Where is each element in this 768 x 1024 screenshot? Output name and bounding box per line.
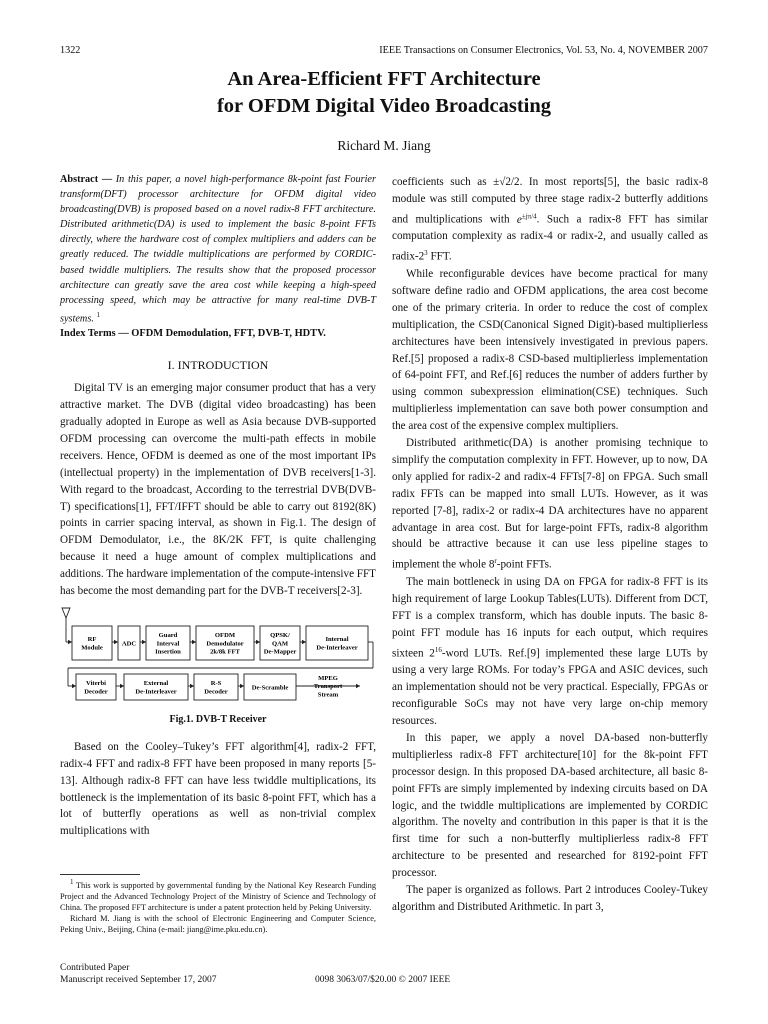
text-span: coefficients such as (392, 176, 494, 188)
index-terms: Index Terms — OFDM Demodulation, FFT, DVB-T, HDTV. (60, 328, 326, 340)
right-column (392, 174, 708, 916)
block-label: R-S (210, 680, 222, 688)
text-span: FFT. (427, 251, 452, 264)
block-label: QPSK/ (270, 632, 290, 640)
right-paragraph-3 (392, 574, 708, 730)
output-label-line: Stream (317, 691, 339, 699)
paper-title (0, 66, 768, 120)
title-line-1: An Area-Efficient FFT Architecture (227, 68, 541, 90)
block-label: RF (87, 636, 97, 644)
journal-citation: IEEE Transactions on Consumer Electronics, Vol. 53, No. 4, NOVEMBER 2007 (379, 45, 708, 56)
right-paragraph-1: While reconfigurable devices have become practical for many software define radio and OFDM applications, the area cost become one of the primary criteria. In order to reduce the cost of complex multiplication, the CSD(Canonical Signed Digit)-based multiplierless architectures have been intensively investigated in previous papers. Ref.[5] proposed a radix-8 CSD-based multiplierless implementation of 64-point FFT, and Ref.[6] reduces the number of adders further by using common subexpression elimination(CSE) techniques. Such multiplierless implementation can save both power consumption and the area cost of the expensive complex multipliers. (392, 267, 708, 433)
text-span: . Such a radix-8 FFT has similar computation complexity as radix-4 or radix-2, and usually called as radix-2 (392, 213, 708, 264)
publication-info (60, 963, 216, 986)
block-label: ADC (121, 640, 137, 648)
block-top-0 (72, 626, 112, 660)
math-e: e (516, 213, 522, 226)
block-label: De-Scramble (251, 684, 289, 692)
text-span: . In most reports[5], the basic radix-8 module was still computed by three stage radix-2 butterfly additions and multiplications with (392, 176, 708, 226)
block-bottom-2 (194, 674, 238, 700)
footnote-1 (60, 877, 376, 913)
text-span: The main bottleneck in using DA on FPGA for radix-8 FFT is its high requirement of large Lookup Tables(LUTs). Different from DCT, FFT is a complex transform, which has double inputs. The basic 8-point FFT module has 16 inputs for each output, which requires sixteen 2 (392, 576, 708, 660)
math-exponent: ±jπ/4 (521, 211, 537, 220)
right-paragraph-2 (392, 435, 708, 574)
section-heading-introduction: I. INTRODUCTION (167, 358, 269, 373)
block-label: External (143, 680, 169, 688)
footnote-rule (60, 874, 140, 875)
block-top-4 (260, 626, 300, 660)
antenna-icon (62, 608, 70, 618)
block-label: Internal (325, 636, 349, 644)
block-bottom-0 (76, 674, 116, 700)
block-label: OFDM (214, 632, 236, 640)
footnote-text: This work is supported by governmental funding by the National Key Research Funding Project and the Advanced Technology Project of the Ministry of Science and Technology of China. The proposed FFT architecture is under a patent protection held by Peking University. (60, 880, 376, 912)
block-label: Decoder (204, 688, 228, 696)
block-top-3 (196, 626, 254, 660)
block-top-5 (306, 626, 368, 660)
block-diagram (60, 604, 376, 710)
left-column (60, 172, 376, 840)
block-top-2 (146, 626, 190, 660)
text-span: Distributed arithmetic(DA) is another promising technique to simplify the computation complexity in FFT. However, up to now, DA only applied for radix-2 and radix-4 FFTs[7-8] on FPGA. Such small radix FFTs can be mapped into small LUTs. However, as it was reported [7-8], radix-2 or radix-4 DA architectures have no apparent advantage in area cost. But for large-point FFTs, radix-8 algorithm should be attractive because it can use less pipeline stages to implement the whole 8 (392, 437, 708, 572)
block-label: De-Mapper (263, 648, 297, 656)
block-label: De-Interleaver (135, 688, 177, 696)
math-exponential (516, 211, 537, 226)
math-sqrt: ±√2/2 (493, 176, 520, 188)
figure-caption: Fig.1. DVB-T Receiver (169, 713, 267, 725)
right-paragraph-0 (392, 174, 708, 266)
page-number: 1322 (60, 45, 81, 56)
block-label: QAM (271, 640, 289, 648)
manuscript-received: Manuscript received September 17, 2007 (60, 974, 217, 985)
intro-paragraph-1: Digital TV is an emerging major consumer product that has a very attractive market. The DVB (digital video broadcasting) has been gradually adopted in Europe as well as Asia because DVB-supported OFDM processing can overcome the multi-path effects in mobile receivers. Hence, OFDM is deemed as one of the most important IPs (intellectual property) in the implementation of DVB receivers[1-3]. With regard to the broadcast, According to the terrestrial DVB(DVB-T) specifications[1], FFT/IFFT should be able to carry out 8192(8K) points in carrier spacing interval, as shown in Fig.1. The design of OFDM Demodulator, i.e., the 8K/2K FFT, is quite challenging because it need a huge amount of complex multiplications and additions. The hardware implementation of the compute-intensive FFT has become the most demanding part for the DVB-T receivers[2-3]. (60, 382, 376, 598)
footnote-2: Richard M. Jiang is with the school of Electronic Engineering and Computer Science, Peking Univ., Beijing, China (e-mail: jiang@ime.pku.edu.cn). (60, 913, 376, 934)
block-label: Demodulator (206, 640, 244, 648)
block-label: De-Interleaver (316, 644, 358, 652)
block-label: Viterbi (86, 680, 106, 688)
block-label: Guard (158, 632, 178, 640)
superscript: 16 (434, 645, 442, 654)
running-head (60, 45, 708, 59)
block-label: Interval (156, 640, 180, 648)
block-label: 2k/8k FFT (210, 648, 240, 656)
block-bottom-1 (124, 674, 188, 700)
title-line-2: for OFDM Digital Video Broadcasting (216, 95, 552, 117)
output-label-line: Transport (313, 683, 343, 691)
abstract (60, 172, 376, 326)
text-span: -point FFTs. (496, 559, 552, 572)
block-label: Module (81, 644, 103, 652)
abstract-footnote-mark: 1 (96, 310, 100, 319)
intro-paragraph-2: Based on the Cooley–Tukey’s FFT algorithm[4], radix-2 FFT, radix-4 FFT and radix-8 FFT have been proposed in many reports [5-13]. Although radix-8 FFT can have less twiddle multiplications, its bottleneck is the implementation of its basic 8-point FFT, which has a lot of butterfly operations as well as non-trivial complex multiplications with (60, 740, 376, 838)
block-label: Decoder (84, 688, 108, 696)
output-label (314, 675, 343, 698)
abstract-label: Abstract — (60, 174, 116, 185)
right-paragraph-5: The paper is organized as follows. Part 2 introduces Cooley-Tukey algorithm and Distributed Arithmetic. In part 3, (392, 884, 708, 913)
author: Richard M. Jiang (337, 138, 431, 153)
text-span: -word LUTs. Ref.[9] implemented these large LUTs by using a very large ROMs. For today’s FPGA and ASIC devices, such an implementation should not be very practical. Especially, FPGAs or reconfigurable SoCs may not have very large on-chip memory resources. (392, 647, 708, 727)
block-top-1 (118, 626, 140, 660)
right-paragraph-4: In this paper, we apply a novel DA-based non-butterfly multiplierless radix-8 FFT architecture[10] for the 8k-point FFT processor design. In this proposed DA-based architecture, all basic 8-point FFTs are simply implemented by indexing circuits based on DA logic, and the twiddle multiplications are implemented by CORDIC algorithm. The novelty and contribution in this paper is that it is the first time for such a non-butterfly multiplierless radix-8 FFT architecture to be presented and researched for 8192-point FFT processor. (392, 731, 708, 880)
abstract-text: In this paper, a novel high-performance 8k-point fast Fourier transform(DFT) processor architecture for OFDM digital video broadcasting(DVB) is proposed based on a novel radix-8 FFT architecture. Distributed arithmetic(DA) is used to implement the basic 8-point FFTs directly, where the hardware cost of complex multipliers and adders can be greatly reduced. The twiddle multiplications are performed by CORDIC-based twiddle multipliers. The results show that the proposed processor architecture can greatly save the area cost while keeping a high-speed processing speed, which may be attractive for many real-time DVB-T systems. (60, 174, 376, 325)
footnote-mark: 1 (70, 878, 74, 886)
block-bottom-3 (244, 674, 296, 700)
copyright: 0098 3063/07/$20.00 © 2007 IEEE (315, 975, 451, 985)
superscript: r (494, 557, 497, 566)
figure-dvbt-receiver (60, 604, 376, 710)
footnotes (60, 874, 376, 935)
superscript: 3 (424, 249, 428, 258)
contributed-paper: Contributed Paper (60, 963, 130, 973)
output-label-line: MPEG (318, 674, 338, 682)
block-label: Insertion (155, 648, 181, 656)
